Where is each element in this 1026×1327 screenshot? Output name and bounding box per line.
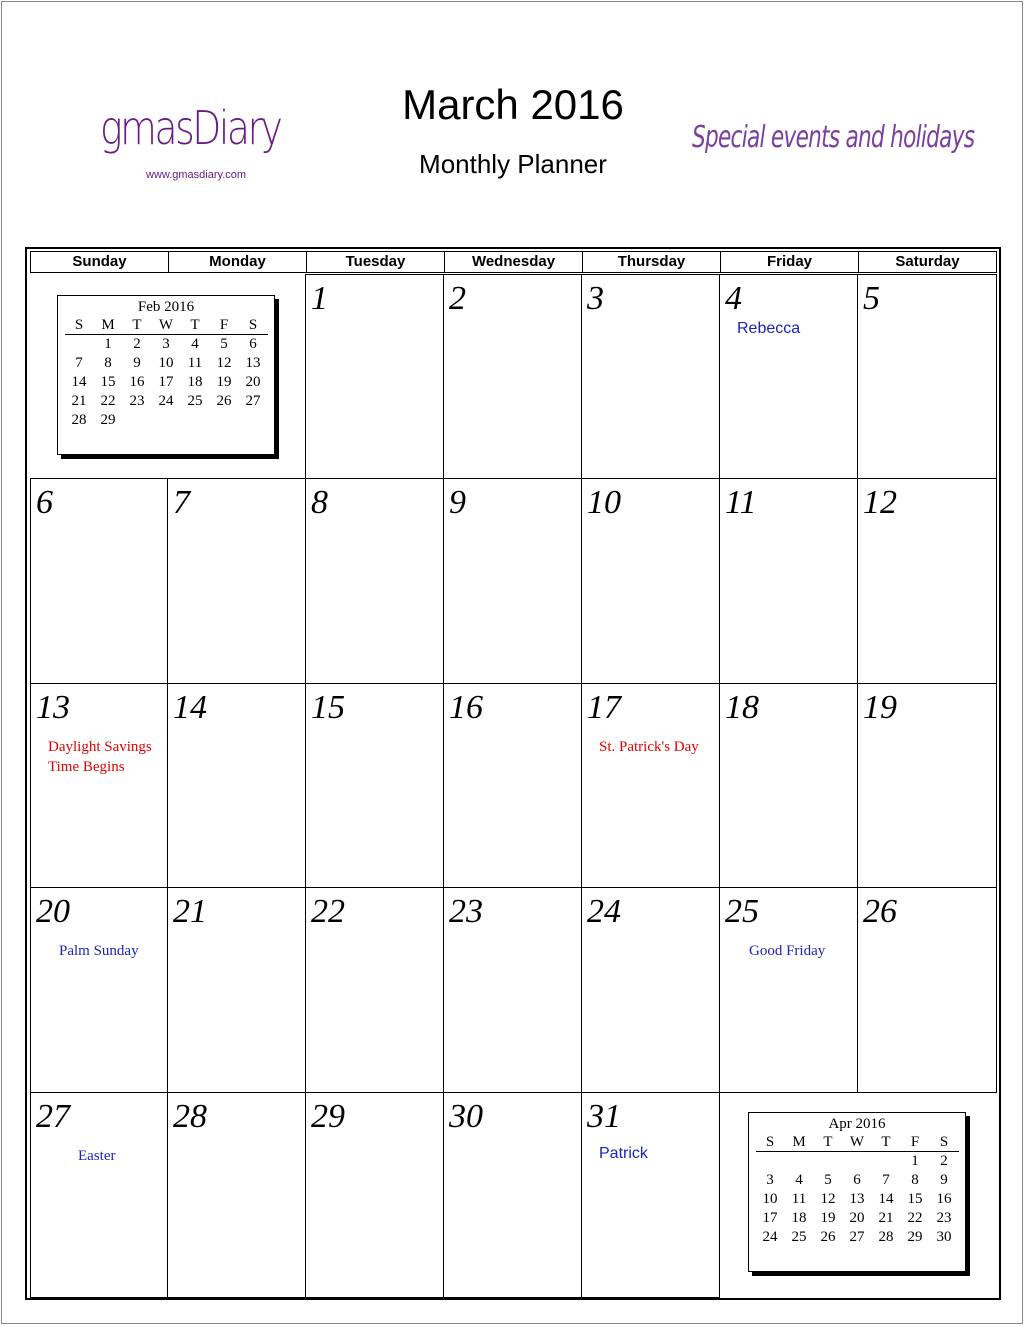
mini-day: 30	[936, 1229, 952, 1245]
mini-day: 16	[936, 1191, 952, 1207]
mini-weekday-header: S	[756, 1133, 785, 1152]
day-number: 29	[311, 1098, 345, 1135]
mini-weekday-header: M	[94, 316, 123, 335]
event-label: Good Friday	[749, 943, 826, 959]
day-cell[interactable]	[857, 478, 997, 684]
page-title: March 2016	[402, 81, 624, 128]
day-cell[interactable]	[581, 478, 720, 684]
day-number: 14	[173, 689, 207, 726]
day-cell[interactable]	[719, 683, 858, 889]
mini-day: 3	[766, 1172, 774, 1188]
event-label: Rebecca	[737, 320, 801, 337]
mini-day: 28	[878, 1229, 894, 1245]
day-cell[interactable]	[443, 887, 582, 1093]
day-cell[interactable]	[30, 683, 169, 889]
page-subtitle: Monthly Planner	[419, 149, 607, 179]
day-cell[interactable]	[30, 887, 169, 1093]
mini-day: 27	[245, 393, 261, 409]
day-cell[interactable]	[30, 1092, 169, 1298]
day-number: 12	[863, 484, 897, 521]
mini-day: 3	[162, 336, 170, 352]
mini-day: 15	[100, 374, 116, 390]
mini-calendar-apr	[748, 1112, 966, 1272]
mini-day: 20	[849, 1210, 865, 1226]
mini-calendar-feb	[57, 295, 275, 455]
day-number: 10	[587, 484, 621, 521]
gmasdiary-logo[interactable]	[100, 101, 300, 195]
mini-weekday-header: S	[930, 1133, 959, 1152]
mini-day: 21	[71, 393, 87, 409]
day-cell[interactable]	[443, 683, 582, 889]
mini-day: 4	[795, 1172, 803, 1188]
mini-day: 20	[245, 374, 261, 390]
mini-day: 22	[907, 1210, 923, 1226]
mini-day: 18	[791, 1210, 807, 1226]
day-cell[interactable]	[305, 478, 444, 684]
logo-url[interactable]: www.gmasdiary.com	[146, 169, 247, 181]
mini-weekday-header: W	[843, 1133, 872, 1152]
day-cell[interactable]	[305, 683, 444, 889]
day-number: 3	[587, 280, 604, 317]
day-number: 24	[587, 893, 621, 930]
mini-weekday-header: T	[872, 1133, 901, 1152]
mini-day: 7	[882, 1172, 890, 1188]
mini-day: 13	[849, 1191, 865, 1207]
mini-day: 21	[878, 1210, 894, 1226]
calendar-grid	[30, 274, 997, 1298]
mini-day	[152, 411, 181, 430]
day-cell[interactable]	[581, 274, 720, 480]
day-cell[interactable]	[167, 478, 306, 684]
mini-day: 22	[100, 393, 116, 409]
day-number: 26	[863, 893, 897, 930]
day-cell[interactable]	[581, 887, 720, 1093]
tagline: Special events and holidays	[692, 120, 975, 155]
mini-day	[814, 1152, 843, 1172]
day-number: 27	[36, 1098, 70, 1135]
weekday-header-row	[30, 251, 997, 273]
day-cell[interactable]	[719, 274, 858, 480]
mini-day: 28	[71, 412, 87, 428]
weekday-friday: Friday	[721, 252, 859, 272]
mini-day: 23	[936, 1210, 952, 1226]
day-number: 16	[449, 689, 483, 726]
mini-weekday-header: F	[210, 316, 239, 335]
mini-day	[756, 1152, 785, 1172]
day-cell[interactable]	[167, 1092, 306, 1298]
mini-day: 9	[940, 1172, 948, 1188]
mini-weekday-header: S	[65, 316, 94, 335]
day-number: 13	[36, 689, 70, 726]
mini-day: 6	[249, 336, 257, 352]
weekday-wednesday: Wednesday	[445, 252, 583, 272]
weekday-tuesday: Tuesday	[307, 252, 445, 272]
weekday-monday: Monday	[169, 252, 307, 272]
mini-day: 15	[907, 1191, 923, 1207]
mini-day: 11	[187, 355, 203, 371]
day-number: 21	[173, 893, 207, 930]
day-cell[interactable]	[581, 1092, 720, 1298]
day-number: 8	[311, 484, 328, 521]
mini-day: 19	[820, 1210, 836, 1226]
mini-day: 17	[762, 1210, 778, 1226]
mini-day: 19	[216, 374, 232, 390]
day-number: 31	[587, 1098, 621, 1135]
weekday-saturday: Saturday	[895, 253, 960, 270]
mini-day: 24	[158, 393, 174, 409]
mini-weekday-header: T	[123, 316, 152, 335]
mini-day: 17	[158, 374, 174, 390]
day-cell[interactable]	[305, 1092, 444, 1298]
event-label: Easter	[78, 1148, 116, 1164]
mini-weekday-header: T	[814, 1133, 843, 1152]
mini-day: 14	[878, 1191, 894, 1207]
mini-calendar-title: Feb 2016	[137, 299, 195, 315]
mini-day	[239, 411, 268, 430]
mini-day: 25	[187, 393, 203, 409]
day-cell[interactable]	[443, 274, 582, 480]
weekday-thursday: Thursday	[583, 252, 721, 272]
mini-day: 18	[187, 374, 203, 390]
mini-day: 9	[133, 355, 141, 371]
day-number: 5	[863, 280, 880, 317]
mini-day: 26	[820, 1229, 836, 1245]
mini-day: 6	[853, 1172, 861, 1188]
mini-day	[843, 1152, 872, 1172]
mini-day: 27	[849, 1229, 865, 1245]
day-number: 15	[311, 689, 345, 726]
mini-day	[123, 411, 152, 430]
mini-day: 14	[71, 374, 87, 390]
mini-day: 4	[191, 336, 199, 352]
mini-day: 8	[911, 1172, 919, 1188]
mini-day: 29	[100, 412, 116, 428]
day-number: 11	[725, 484, 757, 521]
day-cell[interactable]	[443, 1092, 582, 1298]
day-cell[interactable]	[857, 887, 997, 1093]
mini-day: 2	[133, 336, 141, 352]
day-number: 28	[173, 1098, 207, 1135]
day-number: 22	[311, 893, 345, 930]
mini-day: 5	[824, 1172, 832, 1188]
day-number: 7	[173, 484, 190, 521]
day-number: 25	[725, 893, 759, 930]
day-number: 30	[449, 1098, 483, 1135]
mini-weekday-header: F	[901, 1133, 930, 1152]
mini-weekday-header: S	[239, 316, 268, 335]
mini-day: 16	[129, 374, 145, 390]
day-cell[interactable]	[305, 887, 444, 1093]
mini-calendar-title: Apr 2016	[828, 1116, 886, 1132]
event-label: Time Begins	[48, 759, 125, 775]
day-cell[interactable]	[719, 887, 858, 1093]
mini-day	[872, 1152, 901, 1172]
day-cell[interactable]	[857, 274, 997, 480]
day-number: 4	[725, 280, 742, 317]
mini-day: 12	[820, 1191, 836, 1207]
mini-day: 29	[907, 1229, 923, 1245]
mini-day: 10	[158, 355, 174, 371]
mini-weekday-header: T	[181, 316, 210, 335]
day-cell[interactable]	[305, 274, 444, 480]
mini-day: 24	[762, 1229, 778, 1245]
day-number: 19	[863, 689, 897, 726]
day-number: 1	[311, 280, 328, 317]
mini-day: 13	[245, 355, 261, 371]
day-number: 6	[36, 484, 53, 521]
mini-day: 12	[216, 355, 232, 371]
mini-day	[65, 335, 94, 355]
mini-day	[210, 411, 239, 430]
mini-day: 11	[791, 1191, 807, 1207]
mini-day: 2	[940, 1153, 948, 1169]
mini-day: 10	[762, 1191, 778, 1207]
logo-wordmark: gmasDiary	[100, 101, 281, 155]
event-label: Daylight Savings	[48, 739, 152, 755]
event-label: Palm Sunday	[59, 943, 139, 959]
mini-day	[785, 1152, 814, 1172]
day-cell[interactable]	[581, 683, 720, 889]
day-cell[interactable]	[167, 683, 306, 889]
mini-weekday-header: W	[152, 316, 181, 335]
day-number: 9	[449, 484, 466, 521]
mini-day: 26	[216, 393, 232, 409]
event-label: Patrick	[599, 1145, 648, 1162]
day-number: 18	[725, 689, 759, 726]
day-cell[interactable]	[30, 478, 169, 684]
day-cell[interactable]	[167, 887, 306, 1093]
mini-day: 25	[791, 1229, 807, 1245]
mini-day	[181, 411, 210, 430]
day-number: 23	[449, 893, 483, 930]
day-cell[interactable]	[719, 478, 858, 684]
mini-day: 7	[75, 355, 83, 371]
mini-day: 5	[220, 336, 228, 352]
mini-day: 23	[129, 393, 145, 409]
mini-day: 1	[104, 336, 112, 352]
day-number: 17	[587, 689, 621, 726]
day-number: 20	[36, 893, 70, 930]
day-cell[interactable]	[857, 683, 997, 889]
weekday-sunday: Sunday	[31, 252, 169, 272]
event-label: St. Patrick's Day	[599, 739, 699, 755]
day-cell[interactable]	[443, 478, 582, 684]
mini-day: 1	[911, 1153, 919, 1169]
mini-weekday-header: M	[785, 1133, 814, 1152]
day-number: 2	[449, 280, 466, 317]
mini-day: 8	[104, 355, 112, 371]
